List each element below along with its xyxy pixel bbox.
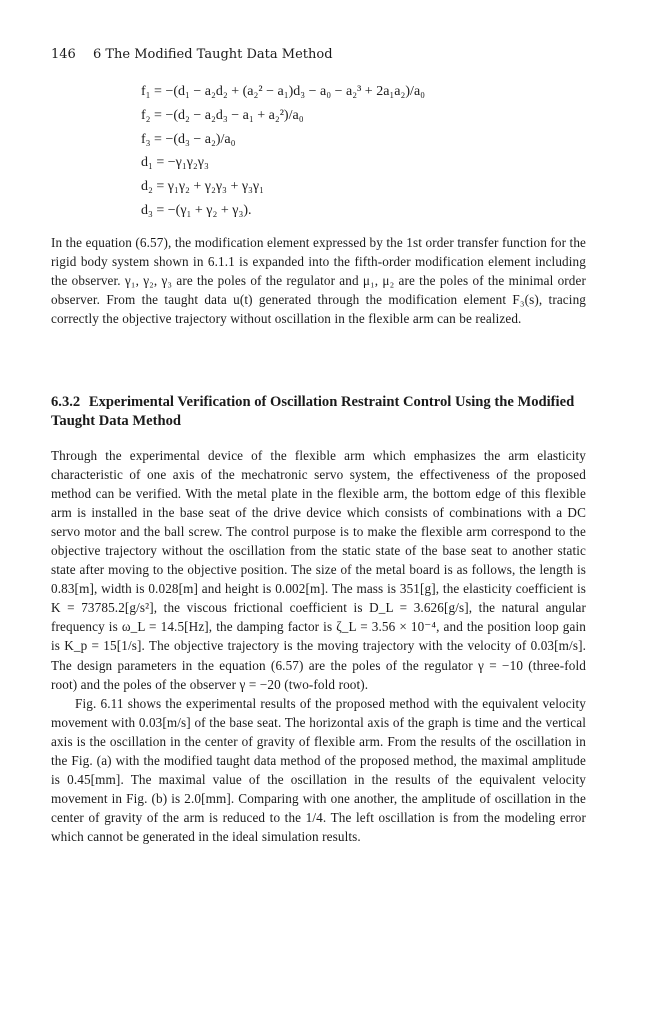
body-text [51, 446, 586, 846]
running-title: 6 The Modified Taught Data Method [92, 47, 333, 62]
paragraph-modification-element: In the equation (6.57), the modification element expressed by the 1st order transfer function for the rigid body system shown in 6.1.1 is expanded into the fifth-order modification element including the observer. γ₁, γ₂, γ₃ are the poles of the regulator and μ₁, μ₂ are the poles of the minimal order observer. From the taught data u(t) generated through the modification element F₃(s), tracing correctly the objective trajectory without oscillation in the flexible arm can be realized. [51, 235, 586, 327]
equation-d1: d₁ = −γ₁γ₂γ₃ [141, 155, 209, 171]
equation-d2: d₂ = γ₁γ₂ + γ₂γ₃ + γ₃γ₁ [141, 179, 264, 195]
equation-block [141, 80, 425, 223]
equation-f1: f₁ = −(d₁ − a₂d₂ + (a₂² − a₁)d₃ − a₀ − a₂³ + 2a₁a₂)/a₀ [141, 84, 426, 99]
paragraph-results: Fig. 6.11 shows the experimental results of the proposed method with the equivalent velocity movement with 0.03[m/s] of the base seat. The horizontal axis of the graph is time and the vertical axis is the oscillation in the center of gravity of flexible arm. From the results of the oscillation in the Fig. (a) with the modified taught data method of the proposed method, the maximal amplitude is 0.45[mm]. The maximal value of the oscillation in the results of the equivalent velocity movement in Fig. (b) is 2.0[mm]. Comparing with one another, the amplitude of oscillation in the center of gravity of the arm is reduced to the 1/4. The left oscillation is from the modeling error which cannot be generated in the ideal simulation results. [51, 695, 586, 844]
equation-d3: d₃ = −(γ₁ + γ₂ + γ₃). [141, 202, 252, 218]
page-number: 146 [51, 47, 76, 62]
section-heading [51, 393, 591, 431]
section-number: 6.3.2 [51, 394, 81, 410]
equation-f2: f₂ = −(d₂ − a₂d₃ − a₁ + a₂²)/a₀ [141, 107, 304, 123]
paragraph-experimental-device: Through the experimental device of the flexible arm which emphasizes the arm elasticity characteristic of one axis of the mechatronic servo system, the effectiveness of the proposed method can be verified. With the metal plate in the flexible arm, the bottom edge of this flexible arm is installed in the base seat of the drive device which consists of combinations with a DC servo motor and the ball screw. The control purpose is to make the flexible arm correspond to the objective trajectory without the oscillation from the static state of the base seat to another static state after moving to the objective position. The size of the metal board is as follows, the length is 0.83[m], width is 0.028[m] and height is 0.002[m]. The mass is 351[g], the elasticity coefficient is K = 73785.2[g/s²], the viscous frictional coefficient is D_L = 3.626[g/s], the natural angular frequency is ω_L = 14.5[Hz], the damping factor is ζ_L = 3.56 × 10⁻⁴, and the position loop gain is K_p = 15[1/s]. The objective trajectory is the moving trajectory with the velocity of 0.03[m/s]. The design parameters in the equation (6.57) are the poles of the regulator γ = −10 (three-fold root) and the poles of the observer γ = −20 (two-fold root). [51, 448, 586, 692]
running-header [51, 47, 333, 62]
section-title: Experimental Verification of Oscillation Restraint Control Using the Modified Taught Data Method [51, 394, 575, 429]
equation-f3: f₃ = −(d₃ − a₂)/a₀ [141, 131, 236, 147]
